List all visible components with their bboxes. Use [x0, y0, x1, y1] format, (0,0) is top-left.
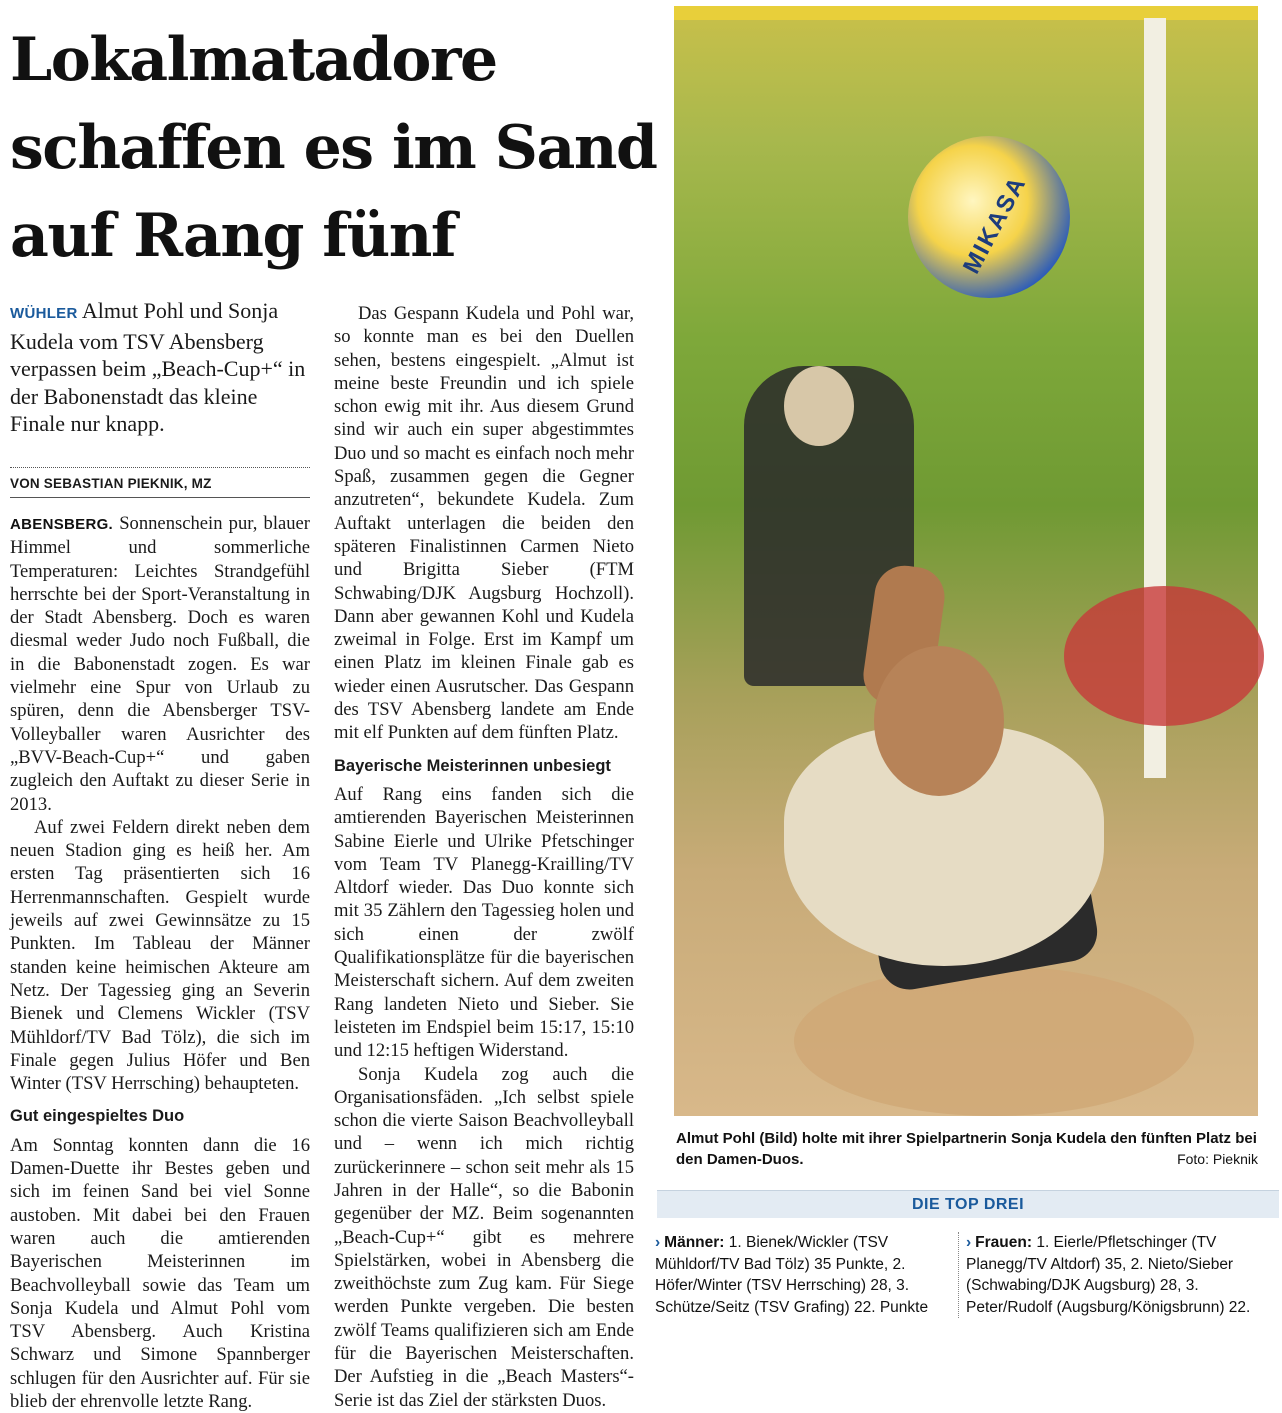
top-three-title: DIE TOP DREI — [657, 1190, 1279, 1218]
photo-credit: Foto: Pieknik — [1177, 1151, 1258, 1167]
article-column-1 — [10, 512, 310, 1413]
byline-divider-bottom — [10, 497, 310, 498]
sand-splash — [794, 966, 1194, 1116]
paragraph: Auf Rang eins fanden sich die amtierenden Bayerischen Meisterinnen Sabine Eierle und Ulrike Pfetschinger vom Team TV Planegg-Krailling/TV Altdorf wieder. Das Duo konnte sich mit 35 Zählern den Tagessieg holen und sich einen der zwölf Qualifikationsplätze für die bayerischen Meisterschaft sichern. Auf dem zweiten Rang landeten Nieto und Sieber. Sie leisteten im Endspiel beim 15:17, 15:10 und 12:15 heftigen Widerstand. — [334, 783, 634, 1062]
chevron-right-icon: › — [655, 1234, 661, 1251]
teaser — [10, 297, 310, 438]
headline-line-3: auf Rang fünf — [10, 201, 456, 271]
headline-line-2: schaffen es im Sand — [10, 113, 657, 183]
teaser-dateline: WÜHLER — [10, 305, 78, 322]
top-three-women — [966, 1232, 1278, 1318]
byline-divider-top — [10, 467, 310, 468]
chevron-right-icon: › — [966, 1234, 972, 1251]
paragraph: Sonja Kudela zog auch die Organisationsfäden. „Ich selbst spiele schon die vierte Saison Beachvolleyball und – wenn ich mich richtig zurückerinnere – schon seit mehr als 15 Jahren in der Halle“, so die Babonin gegenüber der MZ. Beim sogenannten „Beach-Cup+“ gibt es mehrere Spielstärken, wobei in Abensberg die zweithöchste zum Zug kam. Für Siege werden Punkte vergeben. Die besten zwölf Teams qualifizieren sich am Ende für die Bayerischen Meisterschaften. Der Aufstieg in die „Beach Masters“-Serie ist das Ziel der stärksten Duos. — [334, 1063, 634, 1411]
paragraph — [10, 512, 310, 816]
subheading: Bayerische Meisterinnen unbesiegt — [334, 756, 611, 775]
caption-text: Almut Pohl (Bild) holte mit ihrer Spielpartnerin Sonja Kudela den fünften Platz bei den Damen-Duos. — [676, 1130, 1257, 1168]
paragraph: Das Gespann Kudela und Pohl war, so konnte man es bei den Duellen sehen, bestens eingespielt. „Almut ist meine beste Freundin und ich spiele schon ewig mit ihr. Aus diesem Grund sind wir auch ein super abgestimmtes Duo und so macht es einfach noch mehr Spaß, zusammen gegen die Gegner anzutreten“, bekundete Kudela. Zum Auftakt unterlagen die beiden den späteren Finalistinnen Carmen Nieto und Brigitta Sieber (FTM Schwabing/DJK Augsburg Hochzoll). Dann aber gewannen Kohl und Kudela zweimal in Folge. Erst im Kampf um einen Platz im kleinen Finale gab es wieder einen Ausrutscher. Das Gespann des TSV Abensberg landete am Ende mit elf Punkten auf dem fünften Platz. — [334, 303, 634, 744]
beach-volleyball-photo — [674, 6, 1258, 1116]
paragraph-text: Sonnenschein pur, blauer Himmel und sommerliche Temperaturen: Leichtes Strandgefühl herrschte bei der Sport-Veranstaltung in der Stadt Abensberg. Doch es waren diesmal weder Judo noch Fußball, die in die Babonenstadt zogen. Es war vielmehr eine Spur von Urlaub zu spüren, denn die Abensberger TSV-Volleyballer waren Ausrichter des „BVV-Beach-Cup+“ und gaben zugleich den Auftakt zu dieser Serie in 2013. — [10, 513, 310, 815]
women-label: Frauen: — [975, 1234, 1033, 1251]
byline: VON SEBASTIAN PIEKNIK, MZ — [10, 476, 212, 491]
headline — [10, 16, 657, 280]
net-band — [674, 6, 1258, 20]
player-head — [874, 646, 1004, 796]
women-results: 1. Eierle/Pfletschinger (TV Planegg/TV Altdorf) 35, 2. Nieto/Sieber (Schwabing/DJK Augsburg) 28, 3. Peter/Rudolf (Augsburg/Königsbrunn) 22. — [966, 1234, 1251, 1316]
men-results: 1. Bienek/Wickler (TSV Mühldorf/TV Bad Tölz) 35 Punkte, 2. Höfer/Winter (TSV Herrsching) 28, 3. Schütze/Seitz (TSV Grafing) 22. Punkte — [655, 1234, 929, 1316]
paragraph: Auf zwei Feldern direkt neben dem neuen Stadion ging es heiß her. Am ersten Tag präsentierten sich 16 Herrenmannschaften. Gespielt wurde jeweils auf zwei Gewinnsätze zu 15 Punkten. Im Tableau der Männer standen keine heimischen Akteure am Netz. Der Tagessieg ging an Severin Bienek und Clemens Wickler (TSV Mühldorf/TV Bad Tölz), die sich im Finale gegen Julius Höfer und Ben Winter (TSV Herrsching) behaupteten. — [10, 816, 310, 1095]
ball-logo: MIKASA — [957, 171, 1032, 279]
subheading: Gut eingespieltes Duo — [10, 1107, 185, 1126]
men-label: Männer: — [664, 1234, 725, 1251]
article-dateline: ABENSBERG. — [10, 516, 114, 533]
paragraph: Am Sonntag konnten dann die 16 Damen-Duette ihr Bestes geben und sich im feinen Sand bei viel Sonne austoben. Mit dabei bei den Frauen waren auch die amtierenden Bayerischen Meisterinnen im Beachvolleyball sowie das Team um Sonja Kudela und Almut Pohl vom TSV Abensberg. Auch Kristina Schwarz und Simone Spannberger schlugen für den Ausrichter auf. Für sie blieb der ehrenvolle letzte Rang. — [10, 1134, 310, 1412]
article-column-2 — [334, 302, 634, 1412]
box-divider — [958, 1232, 959, 1318]
photo-caption — [676, 1128, 1258, 1170]
headline-line-1: Lokalmatadore — [10, 25, 497, 95]
teaser-text: Almut Pohl und Sonja Kudela vom TSV Abensberg verpassen beim „Beach-Cup+“ in der Babonenstadt das kleine Finale nur knapp. — [10, 298, 306, 436]
spectator-head — [784, 366, 854, 446]
red-bag — [1064, 586, 1264, 726]
top-three-men — [655, 1232, 960, 1318]
